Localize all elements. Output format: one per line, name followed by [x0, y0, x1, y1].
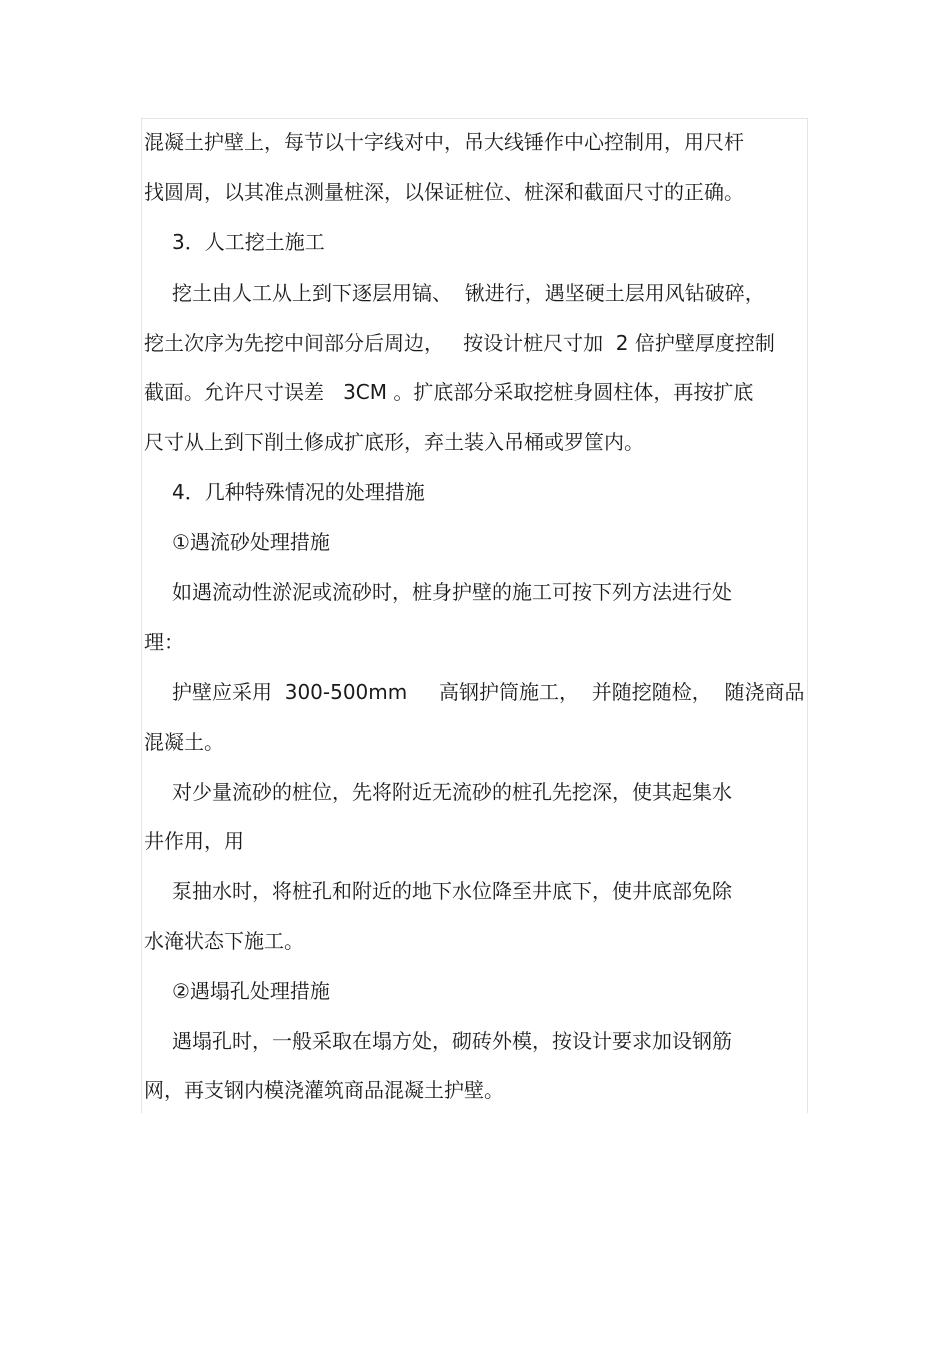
section-heading: 3．人工挖土施工 — [172, 230, 325, 254]
text-line: 井作用，用 — [144, 829, 244, 853]
section-heading: 4．几种特殊情况的处理措施 — [172, 480, 425, 504]
text-line: 混凝土。 — [144, 730, 224, 754]
subsection-heading: ②遇塌孔处理措施 — [172, 979, 330, 1003]
subsection-heading: ①遇流砂处理措施 — [172, 530, 330, 554]
text-line: 对少量流砂的桩位，先将附近无流砂的桩孔先挖深，使其起集水 — [172, 780, 732, 804]
text-line: 如遇流动性淤泥或流砂时，桩身护壁的施工可按下列方法进行处 — [172, 580, 732, 604]
text-frame — [141, 118, 808, 1113]
text-line: 找圆周，以其准点测量桩深，以保证桩位、桩深和截面尺寸的正确。 — [144, 180, 744, 204]
text-line: 混凝土护壁上，每节以十字线对中，吊大线锤作中心控制用，用尺杆 — [144, 130, 744, 154]
text-line: 网，再支钢内模浇灌筑商品混凝土护壁。 — [144, 1078, 504, 1102]
text-line: 护壁应采用 300-500mm 高钢护筒施工， 并随挖随检， 随浇商品 — [172, 680, 805, 704]
text-line: 尺寸从上到下削土修成扩底形，弃土装入吊桶或罗筐内。 — [144, 430, 644, 454]
text-line: 水淹状态下施工。 — [144, 929, 304, 953]
text-line: 理： — [144, 630, 184, 654]
text-line: 挖土由人工从上到下逐层用镐、 锹进行，遇坚硬土层用风钻破碎， — [172, 281, 765, 305]
text-line: 泵抽水时，将桩孔和附近的地下水位降至井底下，使井底部免除 — [172, 879, 732, 903]
text-line: 截面。允许尺寸误差 3CM 。扩底部分采取挖桩身圆柱体，再按扩底 — [144, 380, 754, 404]
text-line: 遇塌孔时，一般采取在塌方处，砌砖外模，按设计要求加设钢筋 — [172, 1029, 732, 1053]
text-line: 挖土次序为先挖中间部分后周边， 按设计桩尺寸加 2 倍护壁厚度控制 — [144, 331, 775, 355]
